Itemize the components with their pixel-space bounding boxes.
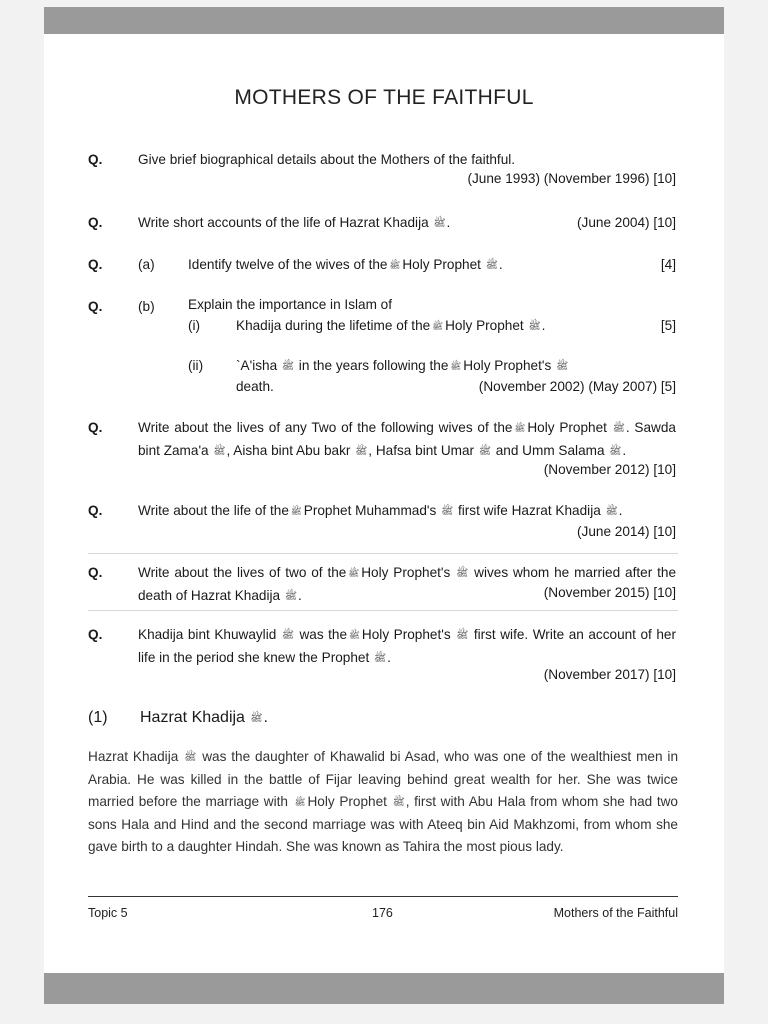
q5-marker: Q.	[88, 420, 103, 435]
q8-text-a: Khadija bint Khuwaylid	[138, 627, 277, 642]
divider-line	[88, 610, 678, 611]
q5-reference: (November 2012) [10]	[543, 462, 676, 477]
q3-marker: Q.	[88, 257, 103, 272]
q6-text-b: Prophet Muhammad's	[303, 503, 437, 518]
radiallah-icon: ﷺ	[433, 218, 446, 229]
q4-i-marks: [5]	[660, 318, 676, 333]
para-text-a: Hazrat Khadija	[88, 749, 179, 764]
q4-ii-text	[236, 355, 569, 378]
radiallah-icon: ﷺ	[478, 446, 491, 457]
section-number: (1)	[88, 709, 108, 726]
radiallah-icon: ﷺ	[609, 446, 622, 457]
q2-marker: Q.	[88, 215, 103, 230]
para-text-d: , first with Abu Hala from whom she had two sons Hala and Hind and the second marriage was with Ateeq bin Aid Makhzomi, from whom she gave birth to a daughter Hindah. She was known as Tahira the most pious lady.	[88, 794, 678, 854]
section-title-text: Hazrat Khadija	[140, 709, 245, 726]
pbuh-icon: ﷺ	[441, 506, 454, 517]
q1-text: Give brief biographical details about the Mothers of the faithful.	[138, 152, 516, 167]
q8-text-d: first wife. Write an account of her life in the period she knew the Prophet	[138, 627, 676, 665]
page-title: MOTHERS OF THE FAITHFUL	[234, 86, 534, 109]
radiallah-icon: ﷺ	[281, 630, 294, 641]
pbuh-icon: ﷺ	[485, 260, 498, 271]
radiallah-icon: ﷺ	[605, 506, 618, 517]
q7-text-a: Write about the lives of two of the	[138, 565, 347, 580]
q2-reference: (June 2004) [10]	[577, 215, 676, 230]
q1-marker: Q.	[88, 152, 103, 167]
radiallah-icon: ﷺ	[355, 446, 368, 457]
q7-text-b: Holy Prophet's	[361, 565, 451, 580]
footer-page-number: 176	[372, 906, 393, 920]
q2-text: Write short accounts of the life of Hazrat Khadija ﷺ.	[138, 212, 676, 234]
q5-text-a: Write about the lives of any Two of the following wives of the	[138, 420, 513, 435]
q6-text-a: Write about the life of the	[138, 503, 289, 518]
q7-text: Write about the lives of two of the ﷺ Holy Prophet's ﷺ wives whom he married after the death of Hazrat Khadija ﷺ.	[138, 562, 676, 607]
body-paragraph	[88, 746, 678, 858]
salutation-calligraphy-icon: ﷺ	[294, 798, 306, 808]
q5-text: Write about the lives of any Two of the following wives of the ﷺ Holy Prophet ﷺ. Sawda bint Zama'a ﷺ, Aisha bint Abu bakr ﷺ, Hafsa bint Umar ﷺ and Umm Salama ﷺ.	[138, 417, 676, 462]
radiallah-icon: ﷺ	[213, 446, 226, 457]
q7-reference: (November 2015) [10]	[543, 585, 676, 600]
q4-i-text-a: Khadija during the lifetime of the	[236, 318, 431, 333]
q3-label: (a)	[138, 257, 155, 272]
section-title: Hazrat Khadija ﷺ.	[140, 709, 268, 726]
q4-ii-text-b: in the years following the	[298, 358, 449, 373]
para-text-c: Holy Prophet	[307, 794, 387, 809]
q4-ii-text-d: death.	[236, 379, 274, 394]
scan-bottom-band	[44, 973, 724, 1004]
q8-text: Khadija bint Khuwaylid ﷺ was the ﷺ Holy Prophet's ﷺ first wife. Write an account of her life in the period she knew the Prophet ﷺ.	[138, 624, 676, 669]
q8-text-b: was the	[299, 627, 348, 642]
scan-top-band	[44, 7, 724, 34]
q3-text: Identify twelve of the wives of the ﷺ Holy Prophet ﷺ.	[188, 254, 503, 277]
q4-marker: Q.	[88, 299, 103, 314]
q3-text-a: Identify twelve of the wives of the	[188, 257, 388, 272]
q6-text-c: first wife Hazrat Khadija	[457, 503, 601, 518]
footer-rule	[88, 896, 678, 897]
q5-text-b: Holy Prophet	[527, 420, 607, 435]
q7-text-c: wives whom he married after the death of Hazrat Khadija	[138, 565, 677, 603]
radiallah-icon: ﷺ	[184, 752, 197, 763]
q4-text: Explain the importance in Islam of	[188, 297, 393, 312]
footer-chapter-title: Mothers of the Faithful	[553, 906, 678, 920]
q4-ii-text-c: Holy Prophet's	[463, 358, 552, 373]
pbuh-icon: ﷺ	[374, 653, 387, 664]
q4-i-text-b: Holy Prophet	[445, 318, 524, 333]
q8-reference: (November 2017) [10]	[543, 667, 676, 682]
pbuh-icon: ﷺ	[528, 321, 541, 332]
pbuh-icon: ﷺ	[392, 797, 405, 808]
q3-text-b: Holy Prophet	[402, 257, 481, 272]
document-page	[44, 34, 724, 973]
salutation-calligraphy-icon: ﷺ	[389, 261, 401, 271]
para-text-b: was the daughter of Khawalid bi Asad, who was one of the wealthiest men in Arabia. He was killed in the battle of Fijar leaving behind great wealth for her. She was twice married before the marriage with	[88, 749, 679, 809]
q4-label: (b)	[138, 299, 155, 314]
pbuh-icon: ﷺ	[456, 630, 469, 641]
q8-marker: Q.	[88, 627, 103, 642]
q5-text-f: and Umm Salama	[495, 443, 605, 458]
salutation-calligraphy-icon: ﷺ	[290, 507, 302, 517]
q2-text-a: Write short accounts of the life of Hazrat Khadija	[138, 215, 429, 230]
q4-ii-reference: (November 2002) (May 2007) [5]	[478, 379, 676, 394]
q5-text-c: Sawda bint Zama'a	[138, 420, 676, 458]
pbuh-icon: ﷺ	[612, 423, 625, 434]
q1-reference: (June 1993) (November 1996) [10]	[467, 171, 676, 186]
q5-text-e: , Hafsa bint Umar	[368, 443, 475, 458]
footer-topic: Topic 5	[88, 906, 128, 920]
salutation-calligraphy-icon: ﷺ	[349, 631, 360, 641]
q3-marks: [4]	[660, 257, 676, 272]
salutation-calligraphy-icon: ﷺ	[432, 322, 444, 332]
salutation-calligraphy-icon: ﷺ	[450, 362, 462, 372]
radiallah-icon: ﷺ	[284, 591, 297, 602]
radiallah-icon: ﷺ	[250, 713, 263, 724]
q5-text-d: , Aisha bint Abu bakr	[226, 443, 351, 458]
salutation-calligraphy-icon: ﷺ	[348, 569, 360, 579]
q4-i-label: (i)	[188, 318, 201, 333]
q7-marker: Q.	[88, 565, 103, 580]
q6-reference: (June 2014) [10]	[577, 524, 676, 539]
salutation-calligraphy-icon: ﷺ	[514, 424, 526, 434]
divider-line	[88, 553, 678, 554]
q6-marker: Q.	[88, 503, 103, 518]
q8-text-c: Holy Prophet's	[361, 627, 451, 642]
radiallah-icon: ﷺ	[281, 361, 295, 372]
q4-ii-text-a: `A'isha	[236, 358, 278, 373]
q4-i-text: Khadija during the lifetime of the ﷺ Holy Prophet ﷺ.	[236, 315, 545, 338]
pbuh-icon: ﷺ	[456, 568, 469, 579]
pbuh-icon: ﷺ	[556, 361, 569, 372]
q6-text: Write about the life of the ﷺ Prophet Muhammad's ﷺ first wife Hazrat Khadija ﷺ.	[138, 500, 676, 523]
q4-ii-label: (ii)	[188, 358, 204, 373]
